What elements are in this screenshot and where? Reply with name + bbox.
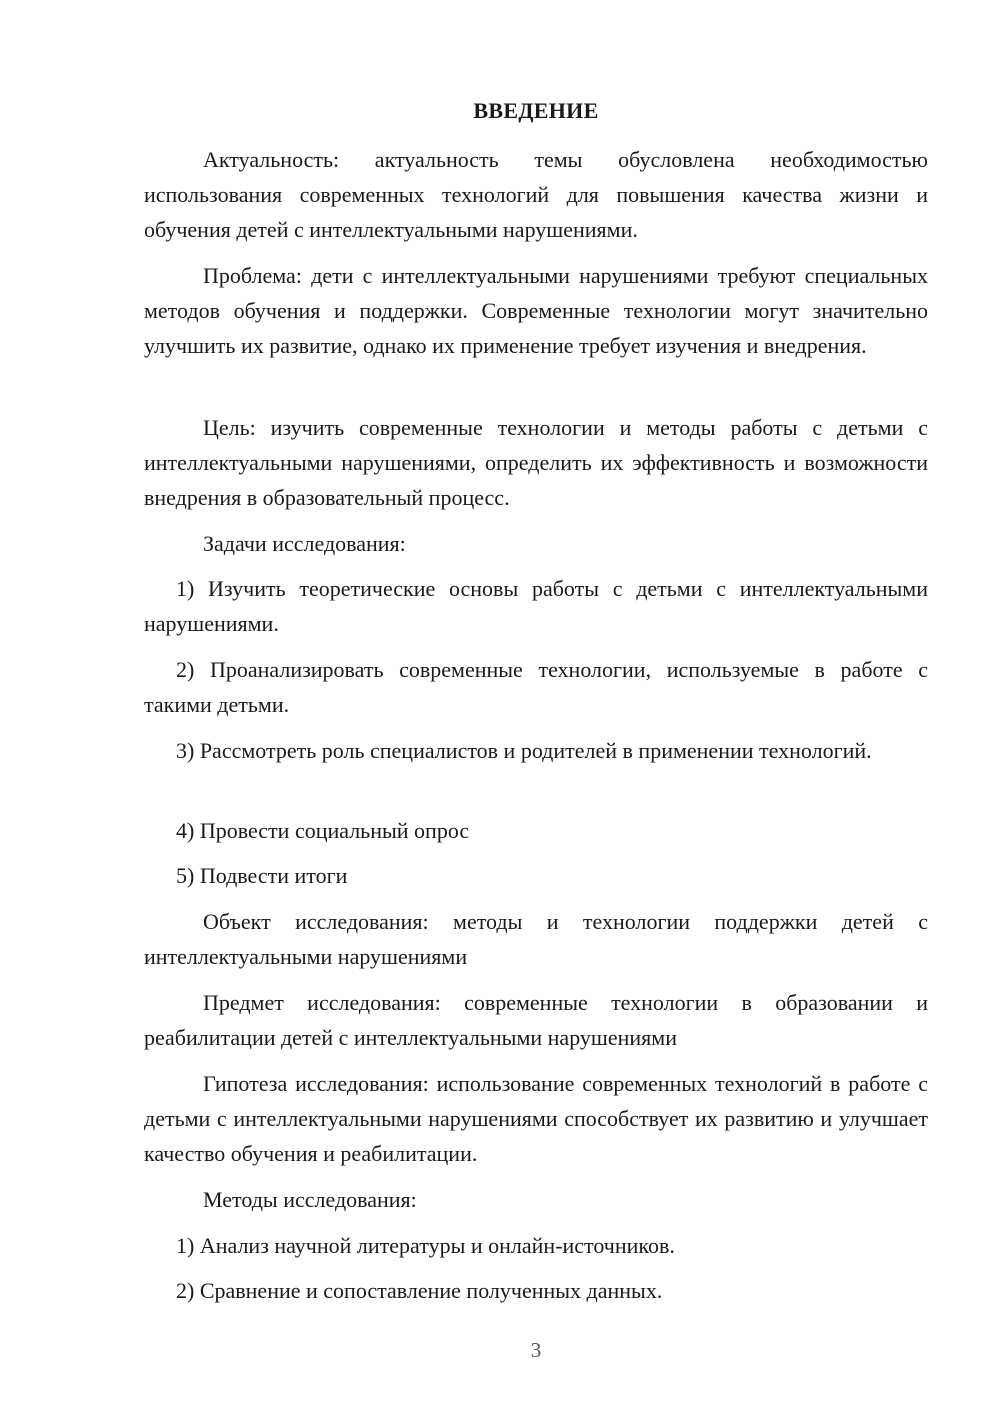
task-item: 3) Рассмотреть роль специалистов и родителей в применении технологий. bbox=[176, 738, 872, 763]
problem-paragraph: Проблема: дети с интеллектуальными нарушениями требуют специальных методов обучения и поддержки. Современные технологии могут значительно улучшить их развитие, однако их применение требует изучения и внедрения. bbox=[144, 263, 928, 358]
hypothesis-paragraph: Гипотеза исследования: использование современных технологий в работе с детьми с интеллектуальными нарушениями способствует их развитию и улучшает качество обучения и реабилитации. bbox=[144, 1071, 928, 1166]
task-item: 4) Провести социальный опрос bbox=[176, 818, 470, 843]
method-item: 1) Анализ научной литературы и онлайн-источников. bbox=[176, 1233, 675, 1258]
page-title: ВВЕДЕНИЕ bbox=[473, 98, 599, 123]
object-paragraph: Объект исследования: методы и технологии поддержки детей с интеллектуальными нарушениями bbox=[144, 909, 928, 969]
goal-paragraph: Цель: изучить современные технологии и методы работы с детьми с интеллектуальными нарушениями, определить их эффективность и возможности внедрения в образовательный процесс. bbox=[144, 415, 928, 510]
tasks-heading: Задачи исследования: bbox=[203, 531, 406, 556]
relevance-paragraph: Актуальность: актуальность темы обусловлена необходимостью использования современных технологий для повышения качества жизни и обучения детей с интеллектуальными нарушениями. bbox=[144, 147, 928, 242]
task-item: 1) Изучить теоретические основы работы с детьми с интеллектуальными нарушениями. bbox=[144, 576, 928, 636]
page-number: 3 bbox=[530, 1338, 542, 1362]
subject-paragraph: Предмет исследования: современные технологии в образовании и реабилитации детей с интеллектуальными нарушениями bbox=[144, 990, 928, 1050]
task-item: 5) Подвести итоги bbox=[176, 863, 348, 888]
methods-heading: Методы исследования: bbox=[203, 1187, 417, 1212]
task-item: 2) Проанализировать современные технологии, используемые в работе с такими детьми. bbox=[144, 657, 928, 717]
method-item: 2) Сравнение и сопоставление полученных данных. bbox=[176, 1278, 663, 1303]
